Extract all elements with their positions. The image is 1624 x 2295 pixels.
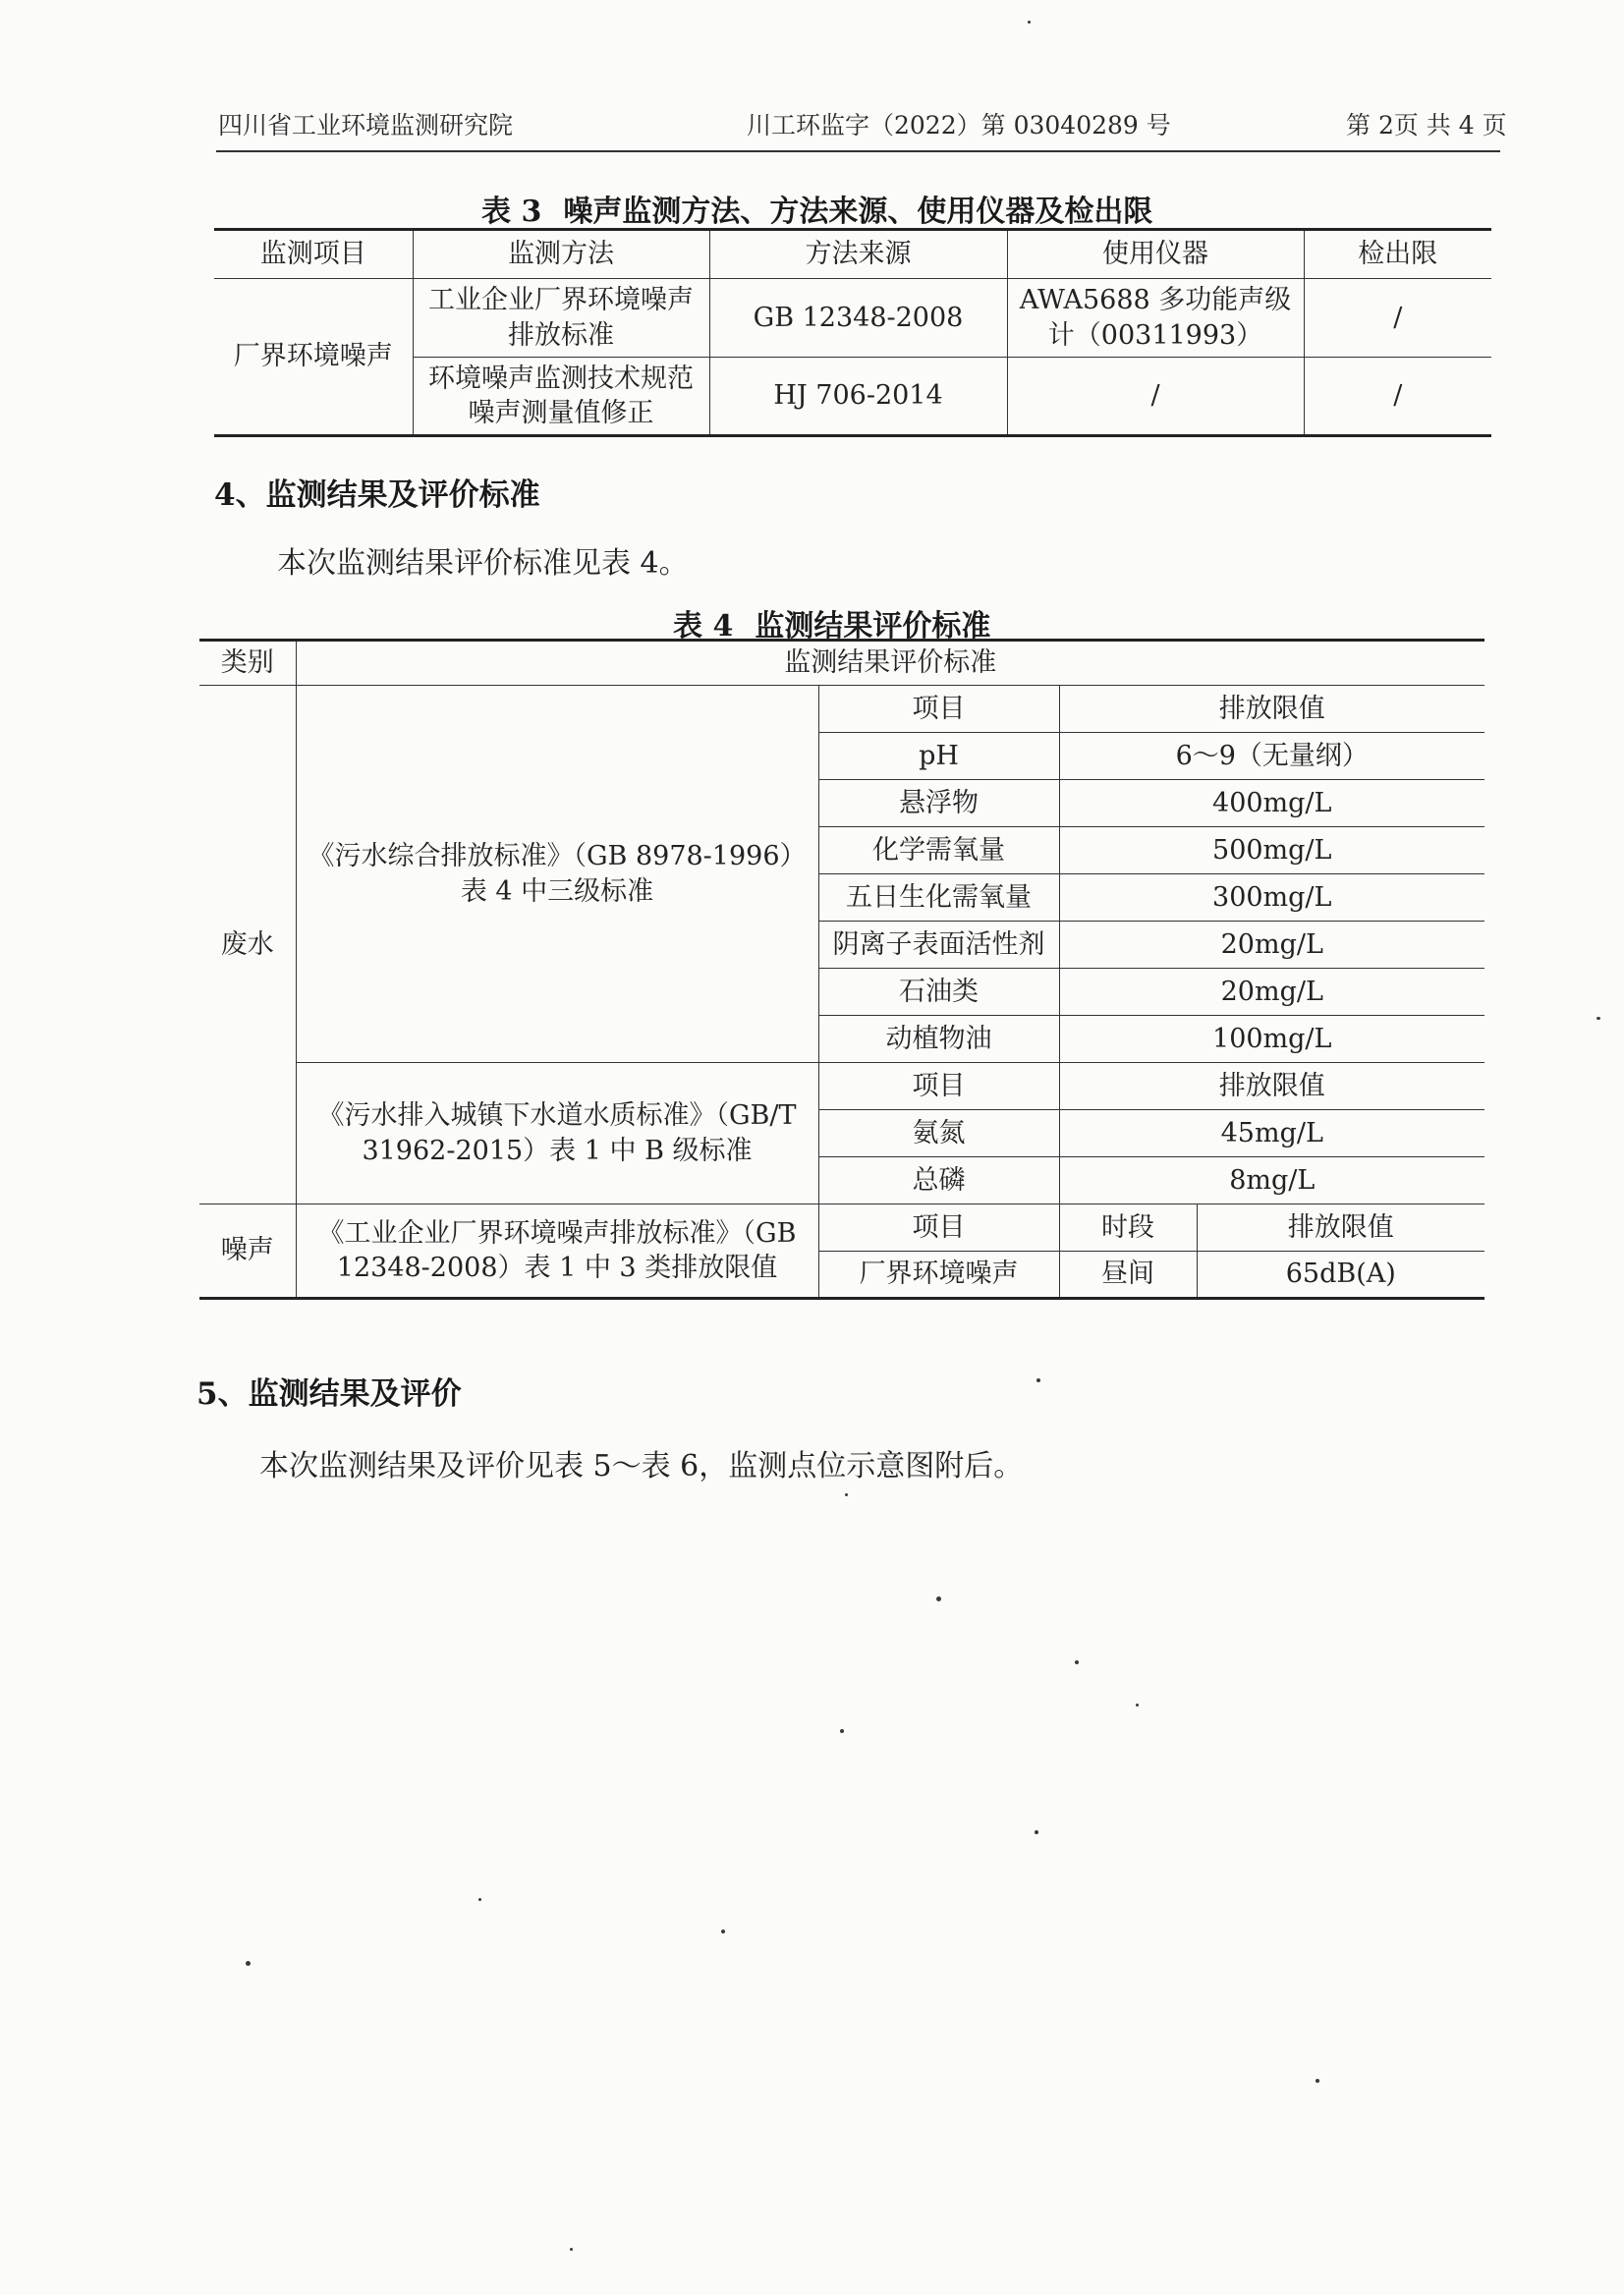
table4-evaluation-standards [199, 639, 1484, 1300]
table4-value-cell: 20mg/L [1059, 969, 1484, 1016]
scan-speck [840, 1729, 844, 1733]
table4-row [199, 1204, 1484, 1252]
section4-text: 本次监测结果评价标准见表 4。 [277, 546, 689, 581]
table3-caption-number: 表 3 [481, 195, 542, 229]
table4-category-wastewater: 废水 [199, 686, 296, 1204]
table4-value-cell: 排放限值 [1197, 1204, 1484, 1252]
header-page-info: 第 2页 共 4 页 [1346, 111, 1507, 140]
table3-noise-methods [214, 228, 1491, 437]
table4-period-cell: 时段 [1059, 1204, 1197, 1252]
table3-limit-cell: / [1304, 279, 1491, 358]
header-rule [216, 150, 1500, 152]
table4-caption-number: 表 4 [673, 609, 734, 644]
scan-speck [1028, 21, 1031, 24]
table4-item-cell: 项目 [818, 1063, 1059, 1110]
table3-header-cell: 监测项目 [214, 230, 413, 279]
table3-source-cell: GB 12348-2008 [709, 279, 1007, 358]
table4-standard-cell: 《污水排入城镇下水道水质标准》（GB/T 31962-2015）表 1 中 B 级标准 [296, 1063, 818, 1204]
table3-limit-cell: / [1304, 358, 1491, 436]
table4-value-cell: 6～9（无量纲） [1059, 733, 1484, 780]
table4-standard-cell: 《工业企业厂界环境噪声排放标准》（GB 12348-2008）表 1 中 3 类排放限值 [296, 1204, 818, 1299]
scan-speck [246, 1961, 251, 1966]
table4-header-category: 类别 [199, 641, 296, 686]
table4-item-cell: 五日生化需氧量 [818, 874, 1059, 922]
table4-value-cell: 400mg/L [1059, 780, 1484, 827]
scan-speck [936, 1596, 941, 1601]
scan-speck [1035, 1830, 1038, 1834]
table4-item-cell: 厂界环境噪声 [818, 1252, 1059, 1299]
table3-method-cell: 环境噪声监测技术规范噪声测量值修正 [413, 358, 709, 436]
scan-speck [1596, 1017, 1600, 1020]
table4-item-cell: 氨氮 [818, 1110, 1059, 1157]
table3-header-cell: 检出限 [1304, 230, 1491, 279]
table4-item-cell: 动植物油 [818, 1016, 1059, 1063]
scan-speck [1316, 2079, 1319, 2083]
table4-caption-title: 监测结果评价标准 [755, 609, 991, 644]
table4-value-cell: 65dB(A) [1197, 1252, 1484, 1299]
scan-speck [478, 1898, 481, 1901]
scan-speck [1075, 1660, 1079, 1664]
table4-standard-cell: 《污水综合排放标准》（GB 8978-1996）表 4 中三级标准 [296, 686, 818, 1063]
table4-item-cell: 总磷 [818, 1157, 1059, 1204]
table4-value-cell: 100mg/L [1059, 1016, 1484, 1063]
table4-item-cell: 项目 [818, 686, 1059, 733]
table4-category-noise: 噪声 [199, 1204, 296, 1299]
table3-instrument-cell: / [1007, 358, 1304, 436]
table4-item-cell: 悬浮物 [818, 780, 1059, 827]
table3-item-cell: 厂界环境噪声 [214, 279, 413, 436]
table3-row [214, 279, 1491, 358]
table4-value-cell: 排放限值 [1059, 686, 1484, 733]
scan-speck [721, 1930, 725, 1933]
table4-row [199, 1063, 1484, 1110]
table3-header-cell: 监测方法 [413, 230, 709, 279]
table3-instrument-cell: AWA5688 多功能声级计（00311993） [1007, 279, 1304, 358]
header-doc-number: 川工环监字（2022）第 03040289 号 [747, 111, 1171, 140]
header-org: 四川省工业环境监测研究院 [218, 111, 514, 140]
table4-value-cell: 20mg/L [1059, 922, 1484, 969]
table4-value-cell: 排放限值 [1059, 1063, 1484, 1110]
table3-header-cell: 方法来源 [709, 230, 1007, 279]
scan-speck [1136, 1704, 1139, 1707]
table4-item-cell: 石油类 [818, 969, 1059, 1016]
table4-row [199, 686, 1484, 733]
scan-speck [845, 1493, 848, 1496]
table4-period-cell: 昼间 [1059, 1252, 1197, 1299]
table4-value-cell: 8mg/L [1059, 1157, 1484, 1204]
table4-header-row [199, 641, 1484, 686]
table4-item-cell: pH [818, 733, 1059, 780]
table4-value-cell: 300mg/L [1059, 874, 1484, 922]
section4-title: 4、监测结果及评价标准 [214, 477, 540, 513]
table3-method-cell: 工业企业厂界环境噪声排放标准 [413, 279, 709, 358]
table4-item-cell: 项目 [818, 1204, 1059, 1252]
table3-header-row [214, 230, 1491, 279]
scan-speck [570, 2248, 573, 2251]
table4-item-cell: 阴离子表面活性剂 [818, 922, 1059, 969]
table3-caption-title: 噪声监测方法、方法来源、使用仪器及检出限 [563, 195, 1153, 229]
table4-item-cell: 化学需氧量 [818, 827, 1059, 874]
section5-text: 本次监测结果及评价见表 5～表 6，监测点位示意图附后。 [259, 1449, 1024, 1483]
table4-header-standard: 监测结果评价标准 [296, 641, 1484, 686]
section5-title: 5、监测结果及评价 [196, 1376, 462, 1412]
scan-speck [1036, 1378, 1040, 1382]
table3-source-cell: HJ 706-2014 [709, 358, 1007, 436]
table4-value-cell: 45mg/L [1059, 1110, 1484, 1157]
table3-header-cell: 使用仪器 [1007, 230, 1304, 279]
table3-caption [481, 187, 1152, 230]
table4-value-cell: 500mg/L [1059, 827, 1484, 874]
